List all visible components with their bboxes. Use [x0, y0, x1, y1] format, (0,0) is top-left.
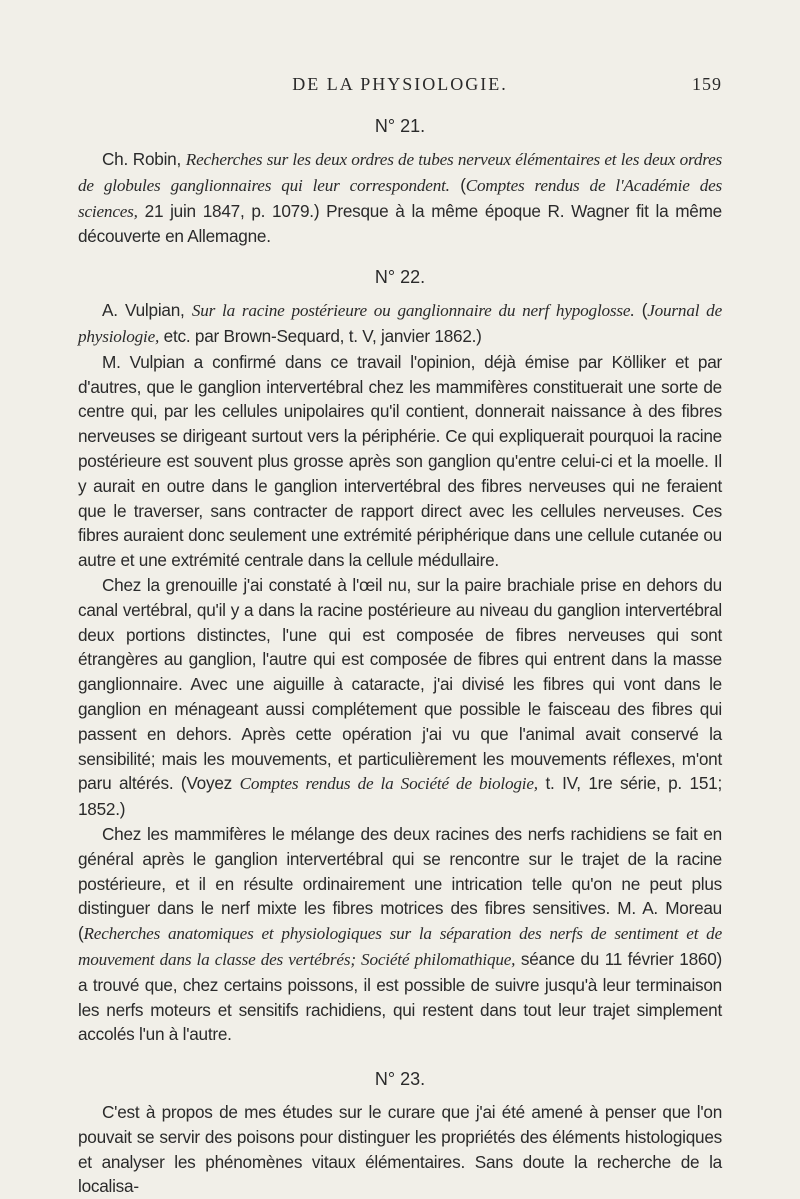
- paragraph: [78, 822, 722, 1047]
- italic-title: Sur la racine postérieure ou ganglionnaire du nerf hypoglosse.: [191, 301, 635, 321]
- italic-title: Recherches sur les deux ordres de tubes nerveux élémentaires et les deux ordres de globules ganglionnaires qui leur correspondent.: [78, 150, 722, 195]
- page-number: 159: [692, 74, 722, 94]
- italic-title: Comptes rendus de la Société de biologie,: [239, 774, 538, 794]
- paragraph: [78, 573, 722, 822]
- text-run: A. Vulpian,: [102, 300, 192, 321]
- text-run: (: [449, 174, 466, 195]
- running-head: [78, 74, 722, 96]
- text-run: C'est à propos de mes études sur le curare que j'ai été amené à penser que l'on pouvait se servir des poisons pour distinguer les propriétés des éléments histologiques et analyser les phénomènes vitaux élémentaires. Sans doute la recherche de la localisa-: [78, 1102, 722, 1197]
- text-run: séance du 11 février 1860) a trouvé que, chez certains poissons, il est possible de suivre jusqu'à leur terminaison les nerfs moteurs et sensitifs rachidiens, qui restent dans tout leur trajet simplement accolés l'un à l'autre.: [78, 948, 722, 1045]
- text-run: 21 juin 1847, p. 1079.) Presque à la même époque R. Wagner fit la même découverte en Allemagne.: [78, 200, 722, 247]
- text-run: etc. par Brown-Sequard, t. V, janvier 1862.): [159, 325, 482, 346]
- paragraph: [78, 147, 722, 249]
- running-head-title: DE LA PHYSIOLOGIE.: [292, 74, 508, 94]
- text-run: Ch. Robin,: [102, 149, 186, 169]
- text-run: t. IV, 1re série, p. 151; 1852.): [78, 773, 722, 820]
- italic-title: Recherches anatomiques et physiologiques sur la séparation des nerfs de sentiment et de mouvement dans la classe des vertébrés; Société philomathique,: [78, 924, 722, 969]
- entry-number: N° 22.: [374, 267, 426, 288]
- italic-title: Comptes rendus de l'Académie des sciences,: [78, 175, 723, 221]
- text-run: Chez la grenouille j'ai constaté à l'œil nu, sur la paire brachiale prise en dehors du canal vertébral, qu'il y a dans la racine postérieure au niveau du ganglion intervertébral deux portions distinctes, l'une qui est composée de fibres nerveuses qui sont étrangères au ganglion, l'autre qui est composée de fibres qui entrent dans la masse ganglionnaire. Avec une aiguille à cataracte, j'ai divisé les fibres qui vont dans le ganglion en ménageant aussi complétement que possible le faisceau des fibres qui passent en dehors. Après cette opération j'ai vu que l'animal avait conservé la sensibilité; mais les mouvements, et particulièrement les mouvements réflexes, m'ont paru altérés. (Voyez: [78, 574, 722, 794]
- text-run: Chez les mammifères le mélange des deux racines des nerfs rachidiens se fait en général après le ganglion intervertébral qui se rencontre sur le trajet de la racine postérieure, et il en résulte ordinairement une intrication telle qu'on ne peut plus distinguer dans le nerf mixte les fibres motrices des fibres sensitives. M. A. Moreau (: [78, 823, 722, 944]
- italic-title: Journal de physiologie,: [78, 301, 722, 346]
- paragraph: [78, 298, 722, 350]
- entry-number: N° 21.: [374, 116, 426, 136]
- paragraph: [78, 350, 722, 573]
- entry-number: N° 23.: [374, 1069, 426, 1090]
- text-run: M. Vulpian a confirmé dans ce travail l'opinion, déjà émise par Kölliker et par d'autres, que le ganglion intervertébral chez les mammifères constituerait une sorte de centre qui, par les cellules unipolaires qu'il contient, donnerait naissance à des fibres nerveuses se dirigeant surtout vers la périphérie. Ce qui expliquerait pourquoi la racine postérieure est souvent plus grosse après son ganglion qu'entre celui-ci et la moelle. Il y aurait en outre dans le ganglion intervertébral des fibres nerveuses qui ne feraient que le traverser, sans contracter de rapport direct avec les cellules nerveuses. Ces fibres auraient donc seulement une extrémité périphérique dans une cellule cutanée ou autre et une extrémité centrale dans la cellule médullaire.: [78, 351, 722, 571]
- paragraph: [78, 1100, 722, 1199]
- document-body: [78, 116, 722, 1199]
- text-run: (: [634, 300, 648, 321]
